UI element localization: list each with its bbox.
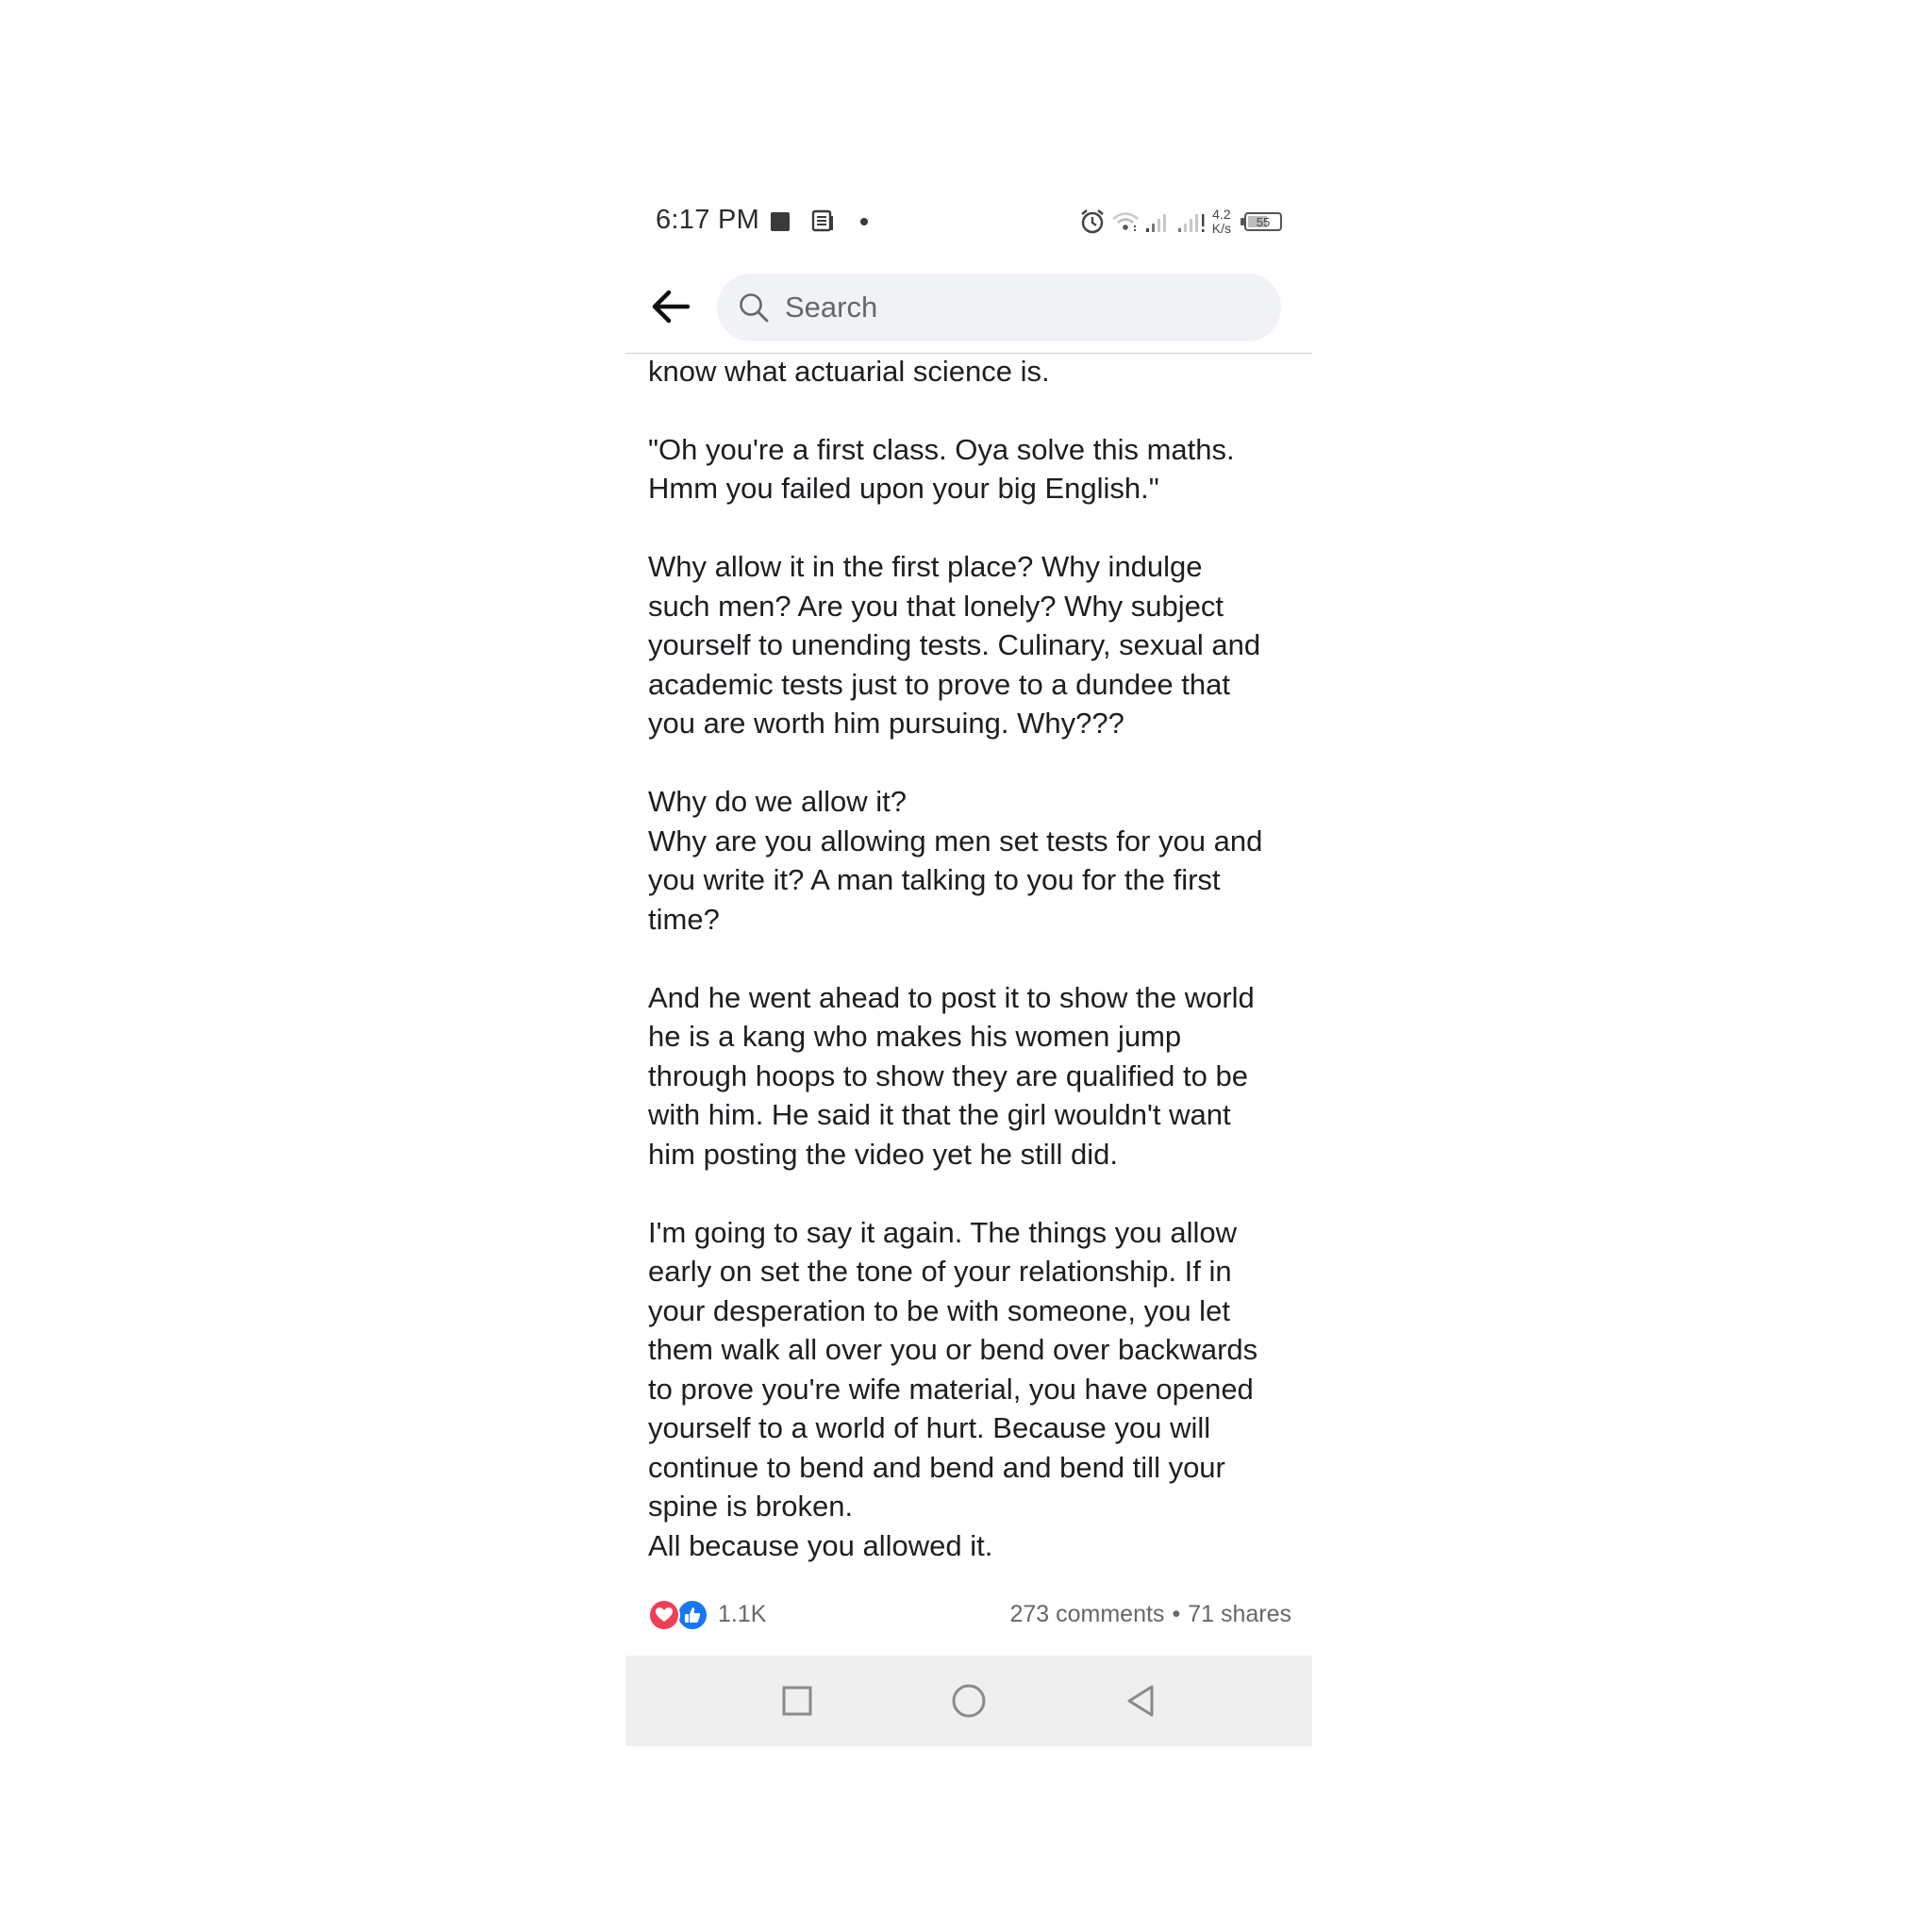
separator-dot: • (1172, 1601, 1181, 1627)
post-paragraph: know what actuarial science is. (648, 354, 1050, 388)
network-speed (1212, 208, 1231, 236)
comments-count[interactable]: 273 comments (1009, 1601, 1165, 1627)
post-paragraph: Why allow it in the first place? Why indulge such men? Are you that lonely? Why subject yourself to unending tests. Culinary, sexual and academic tests just to prove to a dundee that you are worth him pursuing. Why??? (648, 550, 1261, 740)
home-circle-icon[interactable] (950, 1682, 988, 1720)
post-paragraph: I'm going to say it again. The things you allow early on set the tone of your relationship. If in your desperation to be with someone, you let them walk all over you or bend over backwards to prove you're wife material, you have opened yourself to a world of hurt. Because you will continue to bend and bend and bend till your spine is broken. All because you allowed it. (648, 1215, 1258, 1562)
post-paragraph: "Oh you're a first class. Oya solve this maths. Hmm you failed upon your big English." (648, 432, 1235, 505)
search-header (625, 259, 1312, 354)
search-input[interactable] (785, 274, 1257, 341)
battery-level: 55 (1256, 214, 1271, 229)
search-icon (738, 291, 770, 324)
status-icons (1078, 203, 1282, 241)
network-speed-unit: K/s (1211, 221, 1231, 236)
more-notifications-dot-icon (860, 218, 868, 225)
wifi-icon (1110, 208, 1141, 235)
reaction-count[interactable]: 1.1K (718, 1601, 767, 1627)
status-bar (625, 182, 1312, 259)
news-notification-icon (810, 208, 835, 233)
love-icon (648, 1599, 680, 1631)
post-paragraph: And he went ahead to post it to show the world he is a kang who makes his women jump through hoops to show they are qualified to be with him. He said it that the girl wouldn't want him posting the video yet he still did. (648, 980, 1255, 1171)
back-triangle-icon[interactable] (1122, 1682, 1159, 1720)
reaction-icons[interactable] (648, 1599, 710, 1631)
engagement-stats (1009, 1601, 1291, 1628)
stop-notification-icon (771, 212, 790, 231)
shares-count[interactable]: 71 shares (1188, 1601, 1291, 1627)
battery-icon (1244, 212, 1282, 231)
recents-square-icon[interactable] (778, 1682, 816, 1720)
signal-sim2-icon (1176, 209, 1207, 234)
reactions-bar (648, 1597, 1291, 1635)
status-time: 6:17 PM (656, 205, 760, 235)
signal-sim1-icon (1144, 209, 1173, 234)
post-body (648, 312, 1299, 1565)
network-speed-value: 4.2 (1212, 207, 1231, 222)
alarm-icon (1078, 208, 1107, 236)
system-nav-bar (625, 1656, 1312, 1746)
like-icon (676, 1599, 708, 1631)
post-paragraph: Why do we allow it? Why are you allowing men set tests for you and you write it? A man talking to you for the first time? (648, 785, 1263, 936)
search-bar[interactable] (717, 274, 1281, 341)
phone-screen (625, 182, 1312, 1751)
back-arrow-icon[interactable] (650, 286, 691, 327)
